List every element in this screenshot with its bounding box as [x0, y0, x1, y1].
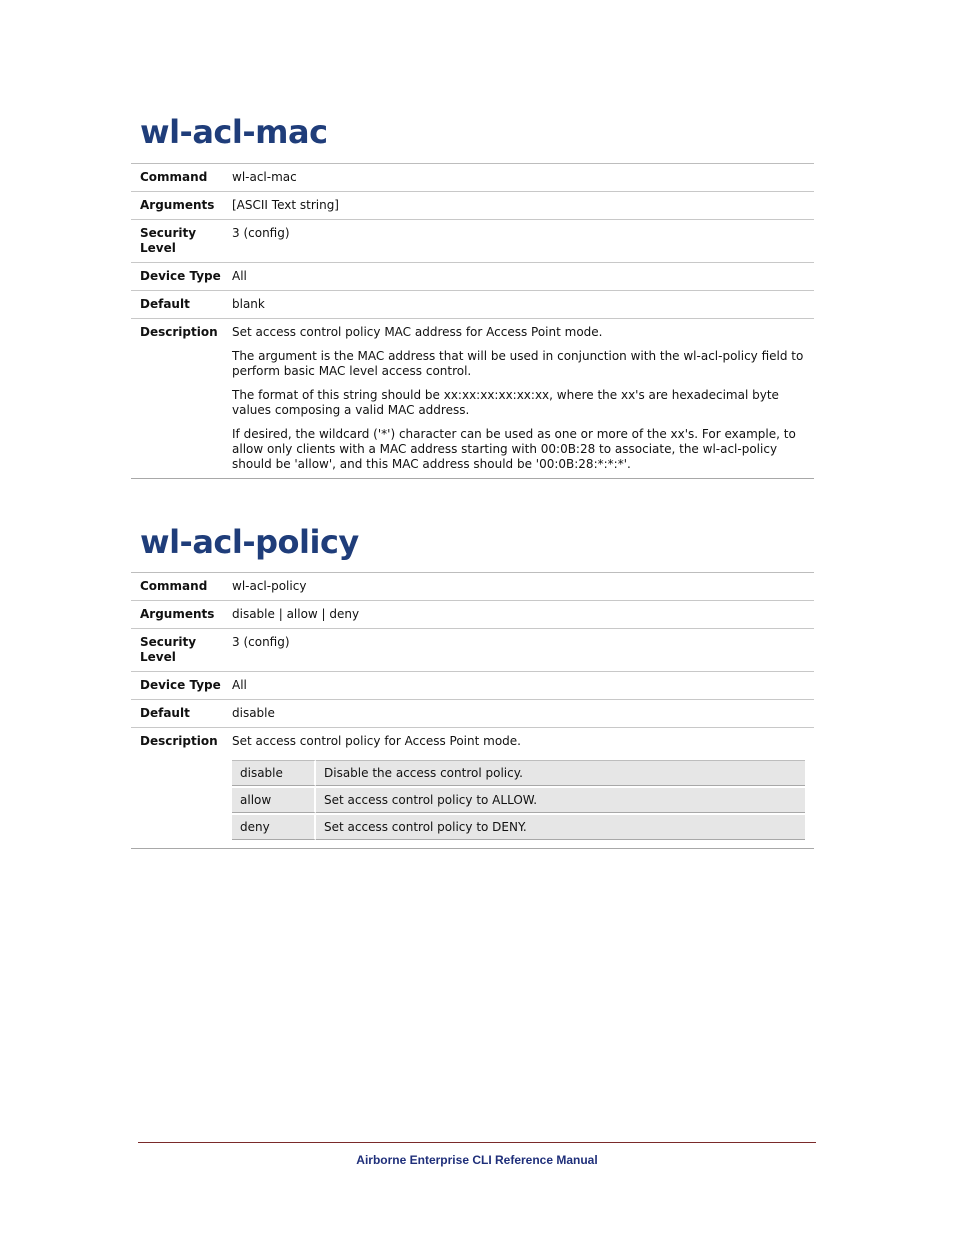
- command-table-wl-acl-policy: [131, 572, 814, 849]
- option-text: Disable the access control policy.: [316, 760, 805, 786]
- table-row: [131, 319, 814, 479]
- table-row: [131, 629, 814, 672]
- table-row: [131, 291, 814, 319]
- table-row: [131, 601, 814, 629]
- footer-rule: [138, 1142, 816, 1143]
- row-label: Device Type: [131, 672, 223, 700]
- row-label: Default: [131, 700, 223, 728]
- footer-title: Airborne Enterprise CLI Reference Manual: [356, 1153, 598, 1167]
- command-table-wl-acl-mac: [131, 163, 814, 479]
- table-row: [131, 672, 814, 700]
- description-paragraph: If desired, the wildcard ('*') character can be used as one or more of the xx's. For example, to allow only clients with a MAC address starting with 00:0B:28 to associate, the wl-acl-policy should be 'allow', and this MAC address should be '00:0B:28:*:*:*'.: [232, 427, 796, 471]
- table-row: [131, 220, 814, 263]
- description-value: [223, 319, 814, 479]
- row-label: Security Level: [131, 220, 223, 263]
- row-value: wl-acl-mac: [223, 164, 814, 192]
- table-row: [131, 263, 814, 291]
- option-row: [232, 760, 805, 786]
- table-row: [131, 164, 814, 192]
- row-label: Arguments: [131, 601, 223, 629]
- description-paragraph: The format of this string should be xx:xx:xx:xx:xx:xx, where the xx's are hexadecimal byte values composing a valid MAC address.: [232, 388, 779, 417]
- row-label: Command: [131, 164, 223, 192]
- option-key: disable: [232, 760, 316, 786]
- section-title-wl-acl-mac: wl-acl-mac: [140, 113, 328, 151]
- options-table: [232, 758, 805, 842]
- option-key: deny: [232, 815, 316, 840]
- row-label: Description: [131, 728, 223, 849]
- row-label: Arguments: [131, 192, 223, 220]
- option-key: allow: [232, 788, 316, 813]
- row-label: Description: [131, 319, 223, 479]
- table-row: [131, 192, 814, 220]
- row-value: blank: [223, 291, 814, 319]
- description-paragraph: Set access control policy MAC address for Access Point mode.: [232, 325, 603, 339]
- row-value: All: [223, 263, 814, 291]
- row-value: wl-acl-policy: [223, 573, 814, 601]
- option-text: Set access control policy to ALLOW.: [316, 788, 805, 813]
- description-paragraph: Set access control policy for Access Point mode.: [232, 734, 521, 748]
- row-value: [ASCII Text string]: [223, 192, 814, 220]
- description-value: [223, 728, 814, 849]
- option-row: [232, 788, 805, 813]
- row-value: 3 (config): [223, 629, 814, 672]
- row-label: Default: [131, 291, 223, 319]
- table-row: [131, 700, 814, 728]
- section-title-wl-acl-policy: wl-acl-policy: [140, 523, 359, 561]
- option-text: Set access control policy to DENY.: [316, 815, 805, 840]
- table-row: [131, 728, 814, 849]
- row-value: disable: [223, 700, 814, 728]
- option-row: [232, 815, 805, 840]
- row-value: All: [223, 672, 814, 700]
- row-label: Command: [131, 573, 223, 601]
- row-value: disable | allow | deny: [223, 601, 814, 629]
- description-paragraph: The argument is the MAC address that will be used in conjunction with the wl-acl-policy field to perform basic MAC level access control.: [232, 349, 804, 378]
- row-label: Security Level: [131, 629, 223, 672]
- row-label: Device Type: [131, 263, 223, 291]
- table-row: [131, 573, 814, 601]
- row-value: 3 (config): [223, 220, 814, 263]
